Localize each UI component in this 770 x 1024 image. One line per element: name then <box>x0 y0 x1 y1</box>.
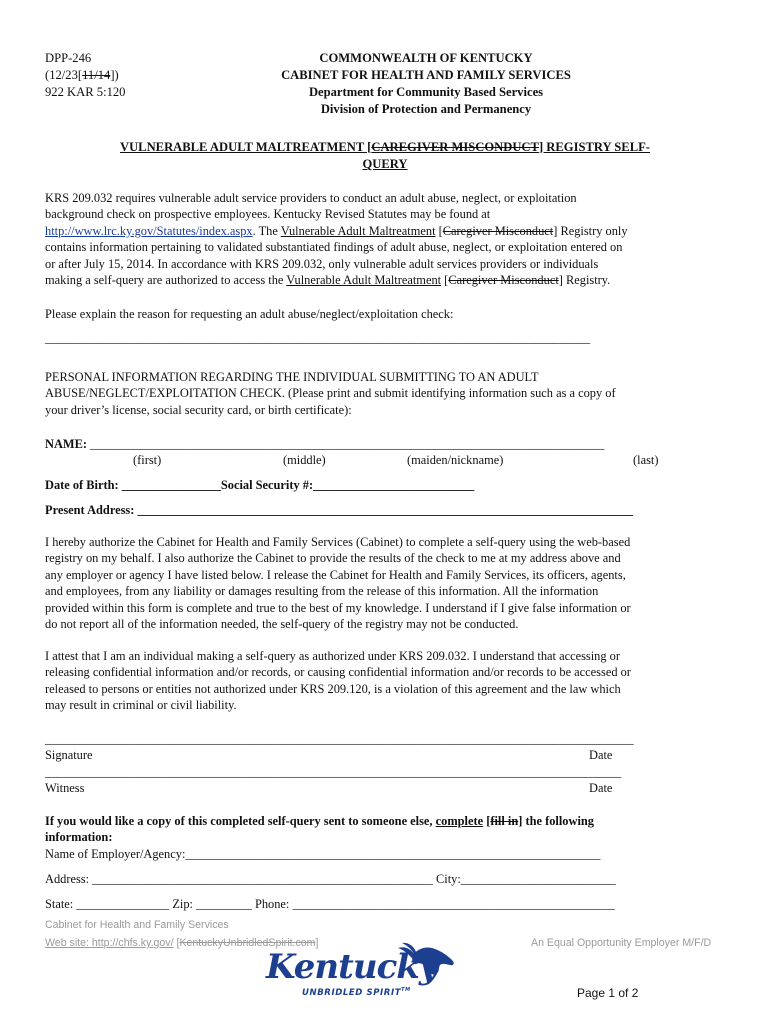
state-zip-phone-row <box>45 896 725 912</box>
city-input-line[interactable]: _________________________ <box>460 872 616 886</box>
name-label: NAME: <box>45 437 87 451</box>
state-input-line[interactable]: _______________ <box>73 897 170 911</box>
signature-label: Signature <box>45 748 93 762</box>
equal-opportunity-text: An Equal Opportunity Employer M/F/D <box>531 937 712 949</box>
footer-struck-link: KentuckyUnbridledSpirit.com <box>179 937 316 949</box>
copy-address-row <box>45 871 725 887</box>
city-label: City: <box>432 872 461 886</box>
present-address-row <box>45 502 725 518</box>
witness-input-line[interactable]: _____________________________________________________________________________________________ <box>45 765 622 779</box>
ssn-input-line[interactable]: __________________________ <box>313 478 475 492</box>
form-header-org <box>200 50 652 118</box>
signature-input-line[interactable]: _______________________________________________________________________________________________ <box>45 732 634 746</box>
employer-input-line[interactable]: ___________________________________________________________________ <box>185 847 601 861</box>
org-line-2: CABINET FOR HEALTH AND FAMILY SERVICES <box>281 68 571 82</box>
phone-input-line[interactable]: ____________________________________________________ <box>289 897 615 911</box>
signature-date-label: Date <box>589 748 613 762</box>
copy-address-label: Address: <box>45 872 90 886</box>
dob-input-line[interactable]: ________________ <box>118 478 221 492</box>
logo-tagline: UNBRIDLED SPIRIT™ <box>302 987 411 998</box>
last-name-label: (last) <box>633 453 659 467</box>
org-line-3: Department for Community Based Services <box>308 85 544 99</box>
reason-input-line[interactable]: ________________________________________________________________________________________ <box>45 331 591 345</box>
witness-label: Witness <box>45 781 85 795</box>
phone-label: Phone: <box>251 897 290 911</box>
name-input-line[interactable]: ___________________________________________________________________________________ <box>86 437 605 451</box>
present-address-input-line[interactable]: ________________________________________________________________________________ <box>134 503 634 517</box>
reason-prompt: Please explain the reason for requesting an adult abuse/neglect/exploitation check: <box>45 307 454 321</box>
page-number: Page 1 of 2 <box>577 986 639 1000</box>
zip-label: Zip: <box>169 897 193 911</box>
footer-agency: Cabinet for Health and Family Services <box>45 919 229 931</box>
logo-wordmark: Kentucky <box>266 947 438 987</box>
intro-paragraph: KRS 209.032 requires vulnerable adult service providers to conduct an adult abuse, neglect, or exploitation background check on prospective employees. Kentucky Revised Statutes may be found at http://www.lrc.ky.gov/Statutes/index.aspx. The Vulnerable Adult Maltreatment [Caregiver Misconduct] Registry only contains information pertaining to validated substantiated findings of adult abuse, neglect, or exploitation entered on or after July 15, 2014. In accordance with KRS 209.032, only vulnerable adult services providers or individuals making a self-query are authorized to access the Vulnerable Adult Maltreatment [Caregiver Misconduct] Registry. <box>45 191 628 288</box>
zip-input-line[interactable]: _________ <box>193 897 252 911</box>
regulation-number: 922 KAR 5:120 <box>45 85 126 99</box>
present-address-label: Present Address: <box>45 503 135 517</box>
revision-struck: 11/14 <box>82 68 111 82</box>
personal-info-instructions: PERSONAL INFORMATION REGARDING THE INDIVIDUAL SUBMITTING TO AN ADULT ABUSE/NEGLECT/EXPLOITATION CHECK. (Please print and submit identifying information such as a copy of your driver’s license, social security card, or birth certificate): <box>45 370 616 417</box>
footer-website: Web site: http://chfs.ky.gov/ [KentuckyUnbridledSpirit.com] <box>45 937 319 949</box>
witness-date-label: Date <box>589 781 613 795</box>
dob-ssn-row <box>45 477 725 493</box>
copy-address-input-line[interactable]: _______________________________________________________ <box>89 872 433 886</box>
org-line-1: COMMONWEALTH OF KENTUCKY <box>319 51 533 65</box>
state-label: State: <box>45 897 74 911</box>
ssn-label: Social Security #: <box>220 478 314 492</box>
employer-row <box>45 846 725 862</box>
form-number: DPP-246 <box>45 51 92 65</box>
statutes-link[interactable]: http://www.lrc.ky.gov/Statutes/index.aspx <box>45 223 253 238</box>
first-name-label: (first) <box>133 453 162 467</box>
employer-label: Name of Employer/Agency: <box>45 847 186 861</box>
title-struck: CAREGIVER MISCONDUCT <box>371 140 539 154</box>
kentucky-logo <box>264 942 464 1004</box>
authorization-paragraph: I hereby authorize the Cabinet for Health and Family Services (Cabinet) to complete a self-query using the web-based registry on my behalf. I also authorize the Cabinet to provide the results of the check to me at my address above and any employer or agency I have listed below. I release the Cabinet for Health and Family Services, its officers, agents, and employees, from any liability or damages resulting from the release of this information. All the information provided within this form is complete and true to the best of my knowledge. I understand if I give false information or do not report all of the information needed, the self-query of the registry may not be conducted. <box>45 535 631 632</box>
attestation-paragraph: I attest that I am an individual making a self-query as authorized under KRS 209.032. I understand that accessing or releasing confidential information and/or records, or causing confidential information and/or records to be accessed or released to persons or entities not authorized under KRS 209.120, is a violation of this agreement and the law which may result in criminal or civil liability. <box>45 649 631 713</box>
chfs-link[interactable]: http://chfs.ky.gov/ <box>91 937 174 949</box>
copy-request-heading: If you would like a copy of this completed self-query sent to someone else, complete [fill in] the following information: <box>45 814 594 845</box>
org-line-4: Division of Protection and Permanency <box>320 102 532 116</box>
maiden-name-label: (maiden/nickname) <box>407 453 504 467</box>
name-sublabels <box>0 452 770 468</box>
middle-name-label: (middle) <box>283 453 326 467</box>
dob-label: Date of Birth: <box>45 478 119 492</box>
page-title: VULNERABLE ADULT MALTREATMENT [CAREGIVER MISCONDUCT] REGISTRY SELF- QUERY <box>119 140 650 171</box>
name-field-row <box>45 436 725 452</box>
revision-date: (12/23[11/14]) <box>45 68 119 82</box>
form-header-left <box>45 50 125 101</box>
